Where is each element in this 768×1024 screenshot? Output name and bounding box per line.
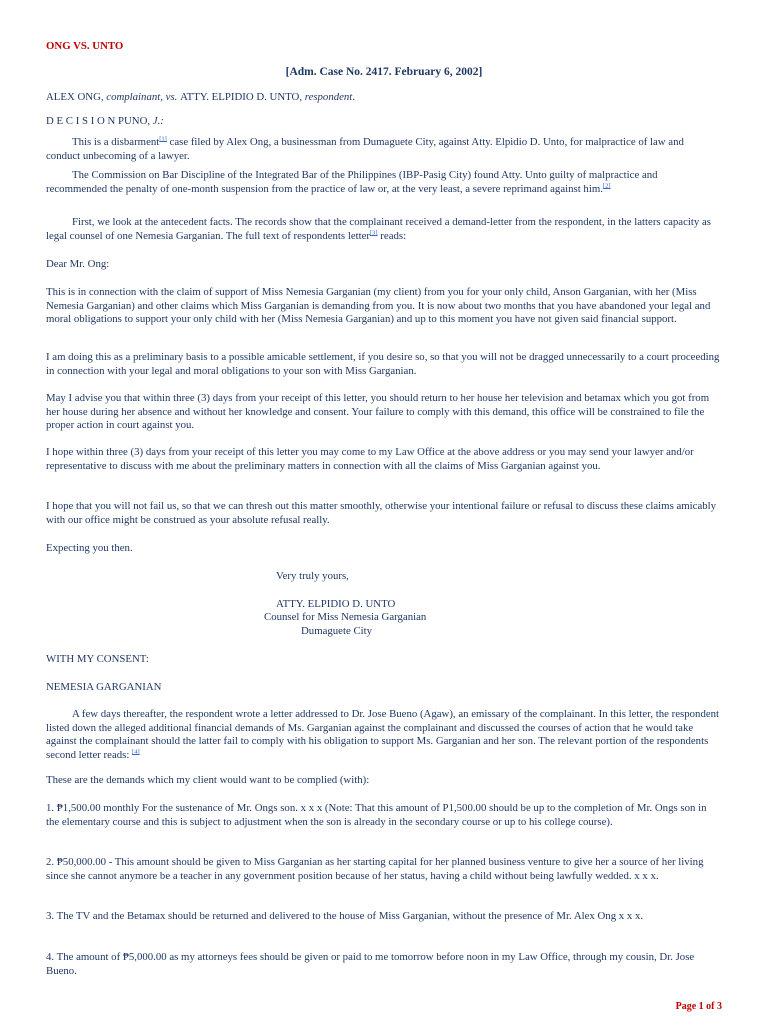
letter-closing: Very truly yours, bbox=[276, 570, 349, 582]
decision-heading bbox=[46, 115, 164, 129]
footnote-link-2[interactable]: [2] bbox=[602, 181, 611, 189]
case-short-title: ONG VS. UNTO bbox=[46, 40, 124, 52]
demand-item-3: 3. The TV and the Betamax should be returned and delivered to the house of Miss Garganian, without the presence of Mr. Alex Ong x x x. bbox=[46, 910, 644, 922]
letter-salutation: Dear Mr. Ong: bbox=[46, 258, 110, 270]
consent-name: NEMESIA GARGANIAN bbox=[46, 681, 162, 693]
letter-paragraph-1: This is in connection with the claim of support of Miss Nemesia Garganian (my client) from you for your only child, Anson Garganian, with her (Miss Nemesia Garganian) and other claims which Miss Garganian is demanding from you. It is now about two months that you have abandoned your legal and moral obligations to support your only child with her (Miss Nemesia Garganian) and up to this moment you have not given said financial support. bbox=[46, 286, 711, 325]
demand-item-4: 4. The amount of ₱5,000.00 as my attorneys fees should be given or paid to me tomorrow before noon in my Law Office, through my cousin, Dr. Jose Bueno. bbox=[46, 951, 695, 977]
signatory-title: Counsel for Miss Nemesia Garganian bbox=[264, 611, 427, 623]
demand-item-1: 1. ₱1,500.00 monthly For the sustenance of Mr. Ongs son. x x x (Note: That this amount of P1,500.00 should be up to the completion of Mr. Ongs son in the elementary course and this is subject to adjustment when the son is already in the secondary course or up to his college course). bbox=[46, 802, 707, 828]
demand-item-2: 2. ₱50,000.00 - This amount should be given to Miss Garganian as her starting capital for her planned business venture to give her a source of her living since she cannot anymore be a teacher in any government position because of her status, having a child without being lawfully wedded. x x x. bbox=[46, 856, 704, 882]
demands-intro: These are the demands which my client would want to be complied (with): bbox=[46, 774, 370, 786]
letter-paragraph-4: I hope within three (3) days from your receipt of this letter you may come to my Law Office at the above address or you may send your lawyer and/or representative to discuss with me about the preliminary matters in connection with all the claims of Miss Garganian against you. bbox=[46, 446, 694, 472]
complainant-role: complainant, vs. bbox=[103, 91, 181, 103]
intro-paragraph-1: This is a disbarment[1] case filed by Alex Ong, a businessman from Dumaguete City, against Atty. Elpidio D. Unto, for malpractice of law and conduct unbecoming of a lawyer. bbox=[46, 135, 684, 162]
parties-line bbox=[46, 91, 355, 105]
intro-paragraph-3: First, we look at the antecedent facts. The records show that the complainant received a demand-letter from the respondent, in the latters capacity as legal counsel of one Nemesia Garganian. The full text of respondents letter[3] reads: bbox=[46, 216, 711, 242]
intro-paragraph-2: The Commission on Bar Discipline of the Integrated Bar of the Philippines (IBP-Pasig City) found Atty. Unto guilty of malpractice and recommended the penalty of one-month suspension from the practice of law or, at the very least, a severe reprimand against him.[2] bbox=[46, 169, 658, 195]
judge-suffix: J.: bbox=[150, 115, 164, 127]
complainant-name: ALEX ONG, bbox=[46, 91, 104, 103]
footnote-link-3[interactable]: [3] bbox=[370, 228, 378, 236]
parties-end: . bbox=[352, 91, 356, 103]
footnote-link-1[interactable]: [1] bbox=[159, 135, 167, 143]
letter-paragraph-3: May I advise you that within three (3) days from your receipt of this letter, you should return to her house her television and betamax which you got from her house during her absence and without her knowledge and consent. Your failure to comply with this demand, this office will be constrained to file the proper action in court against you. bbox=[46, 392, 710, 431]
letter-paragraph-2: I am doing this as a preliminary basis to a possible amicable settlement, if you desire so, so that you will not be dragged unnecessarily to a court proceeding in connection with your legal and moral obligations to your son with Miss Garganian. bbox=[46, 351, 720, 377]
signatory-city: Dumaguete City bbox=[301, 625, 373, 637]
letter-paragraph-6: Expecting you then. bbox=[46, 542, 133, 554]
case-citation: [Adm. Case No. 2417. February 6, 2002] bbox=[285, 66, 483, 78]
decision-label: D E C I S I O N PUNO, bbox=[46, 115, 151, 127]
respondent-name: ATTY. ELPIDIO D. UNTO, bbox=[180, 91, 303, 103]
consent-label: WITH MY CONSENT: bbox=[46, 653, 149, 665]
page-number: Page 1 of 3 bbox=[675, 1001, 722, 1012]
letter-signatory: ATTY. ELPIDIO D. UNTO bbox=[276, 598, 396, 610]
letter-paragraph-5: I hope that you will not fail us, so that we can thresh out this matter smoothly, otherwise your intentional failure or refusal to discuss these claims amicably with our office might be construed as your absolute refusal really. bbox=[46, 500, 717, 526]
second-letter-paragraph: A few days thereafter, the respondent wrote a letter addressed to Dr. Jose Bueno (Agaw), an emissary of the complainant. In this letter, the respondent listed down the alleged additional financial demands of Ms. Garganian against the complainant and discussed the courses of action that he would take against the complainant should the latter fail to comply with his obligation to support Ms. Garganian and her son. The relevant portion of the respondents second letter reads: [4] bbox=[46, 708, 720, 761]
respondent-role: respondent bbox=[302, 91, 353, 103]
footnote-link-4[interactable]: [4] bbox=[132, 747, 140, 755]
